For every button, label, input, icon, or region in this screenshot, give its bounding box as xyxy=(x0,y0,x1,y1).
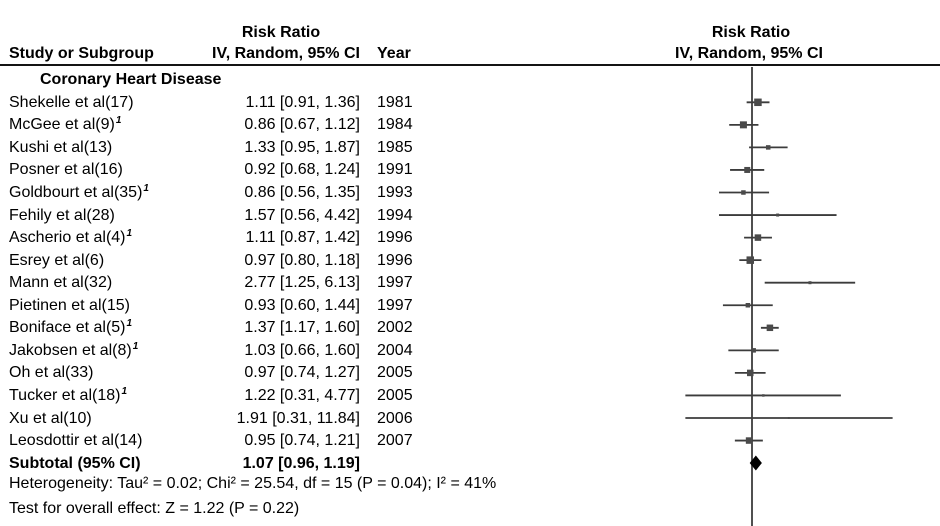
study-label xyxy=(9,249,104,272)
table-header-model-title: IV, Random, 95% CI xyxy=(212,45,360,62)
study-label xyxy=(9,407,92,430)
study-estimate-text: 0.86 [0.67, 1.12] xyxy=(244,116,360,133)
study-footnote-marker: 1 xyxy=(115,114,122,126)
study-footnote-marker: 1 xyxy=(143,182,149,194)
study-name: Xu et al(10) xyxy=(9,410,92,427)
study-estimate-text: 0.97 [0.80, 1.18] xyxy=(244,252,360,269)
study-year: 1997 xyxy=(377,274,413,291)
study-label xyxy=(9,361,93,384)
study-year: 2002 xyxy=(377,319,413,336)
study-label xyxy=(9,113,121,136)
study-label xyxy=(9,316,132,339)
study-name: Oh et al(33) xyxy=(9,364,94,381)
study-label xyxy=(9,271,112,294)
study-estimate-text: 1.11 [0.91, 1.36] xyxy=(245,94,360,111)
study-label xyxy=(9,339,138,362)
study-estimate-text: 1.03 [0.66, 1.60] xyxy=(244,342,360,359)
study-footnote-marker: 1 xyxy=(121,385,128,397)
study-year: 1984 xyxy=(377,116,413,133)
study-label xyxy=(9,136,112,159)
study-footnote-marker: 1 xyxy=(126,227,133,239)
study-name: Posner et al(16) xyxy=(9,161,123,178)
study-label xyxy=(9,294,130,317)
study-name: Pietinen et al(15) xyxy=(9,297,130,314)
study-year: 2007 xyxy=(377,432,413,449)
study-label xyxy=(9,91,134,114)
subgroup-heading: Coronary Heart Disease xyxy=(40,71,222,88)
plot-header-effect-title: Risk Ratio xyxy=(711,24,791,41)
study-year: 1985 xyxy=(377,139,413,156)
study-estimate-text: 0.93 [0.60, 1.44] xyxy=(244,297,360,314)
study-name: Esrey et al(6) xyxy=(9,252,105,269)
subtotal-estimate-text: 1.07 [0.96, 1.19] xyxy=(242,455,360,472)
study-year: 2005 xyxy=(377,364,413,381)
study-year: 1993 xyxy=(377,184,413,201)
study-name: Fehily et al(28) xyxy=(9,207,115,224)
study-footnote-marker: 1 xyxy=(132,340,139,352)
study-estimate-text: 0.95 [0.74, 1.21] xyxy=(244,432,360,449)
study-year: 1991 xyxy=(377,161,413,178)
study-estimate-text: 2.77 [1.25, 6.13] xyxy=(244,274,360,291)
study-estimate-text: 0.86 [0.56, 1.35] xyxy=(244,184,360,201)
study-label xyxy=(9,384,127,407)
study-year: 2004 xyxy=(377,342,413,359)
study-name: Tucker et al(18) xyxy=(9,387,121,404)
study-year: 2005 xyxy=(377,387,413,404)
study-name: Kushi et al(13) xyxy=(9,139,113,156)
study-name: Shekelle et al(17) xyxy=(9,94,134,111)
table-header-effect-title: Risk Ratio xyxy=(241,24,321,41)
study-label xyxy=(9,226,132,249)
study-estimate-text: 1.91 [0.31, 11.84] xyxy=(236,410,360,427)
study-label xyxy=(9,181,149,204)
subtotal-label: Subtotal (95% CI) xyxy=(9,455,141,472)
study-footnote-marker: 1 xyxy=(126,317,133,329)
study-year: 2006 xyxy=(377,410,413,427)
study-label xyxy=(9,158,123,181)
study-label xyxy=(9,429,142,452)
heterogeneity-text: Heterogeneity: Tau² = 0.02; Chi² = 25.54, df = 15 (P = 0.04); I² = 41% xyxy=(9,475,497,492)
study-estimate-text: 1.22 [0.31, 4.77] xyxy=(244,387,360,404)
study-estimate-text: 0.92 [0.68, 1.24] xyxy=(244,161,360,178)
study-year: 1997 xyxy=(377,297,413,314)
study-year: 1996 xyxy=(377,252,413,269)
study-year: 1996 xyxy=(377,229,413,246)
study-estimate-text: 1.57 [0.56, 4.42] xyxy=(244,207,360,224)
plot-header-model-title: IV, Random, 95% CI xyxy=(675,45,823,62)
study-year: 1981 xyxy=(377,94,413,111)
study-name: Mann et al(32) xyxy=(9,274,113,291)
table-header-year-column: Year xyxy=(377,45,411,62)
study-name: Leosdottir et al(14) xyxy=(9,432,143,449)
overall-effect-text: Test for overall effect: Z = 1.22 (P = 0.22) xyxy=(9,500,300,517)
study-estimate-text: 0.97 [0.74, 1.27] xyxy=(244,364,360,381)
study-estimate-text: 1.37 [1.17, 1.60] xyxy=(244,319,360,336)
study-estimate-text: 1.11 [0.87, 1.42] xyxy=(245,229,360,246)
study-year: 1994 xyxy=(377,207,413,224)
study-name: McGee et al(9) xyxy=(9,116,115,133)
study-label xyxy=(9,204,115,227)
study-name: Jakobsen et al(8) xyxy=(9,342,132,359)
study-name: Goldbourt et al(35) xyxy=(9,184,143,201)
study-name: Boniface et al(5) xyxy=(9,319,126,336)
study-name: Ascherio et al(4) xyxy=(9,229,126,246)
table-header-study-column: Study or Subgroup xyxy=(9,45,154,62)
study-estimate-text: 1.33 [0.95, 1.87] xyxy=(244,139,360,156)
